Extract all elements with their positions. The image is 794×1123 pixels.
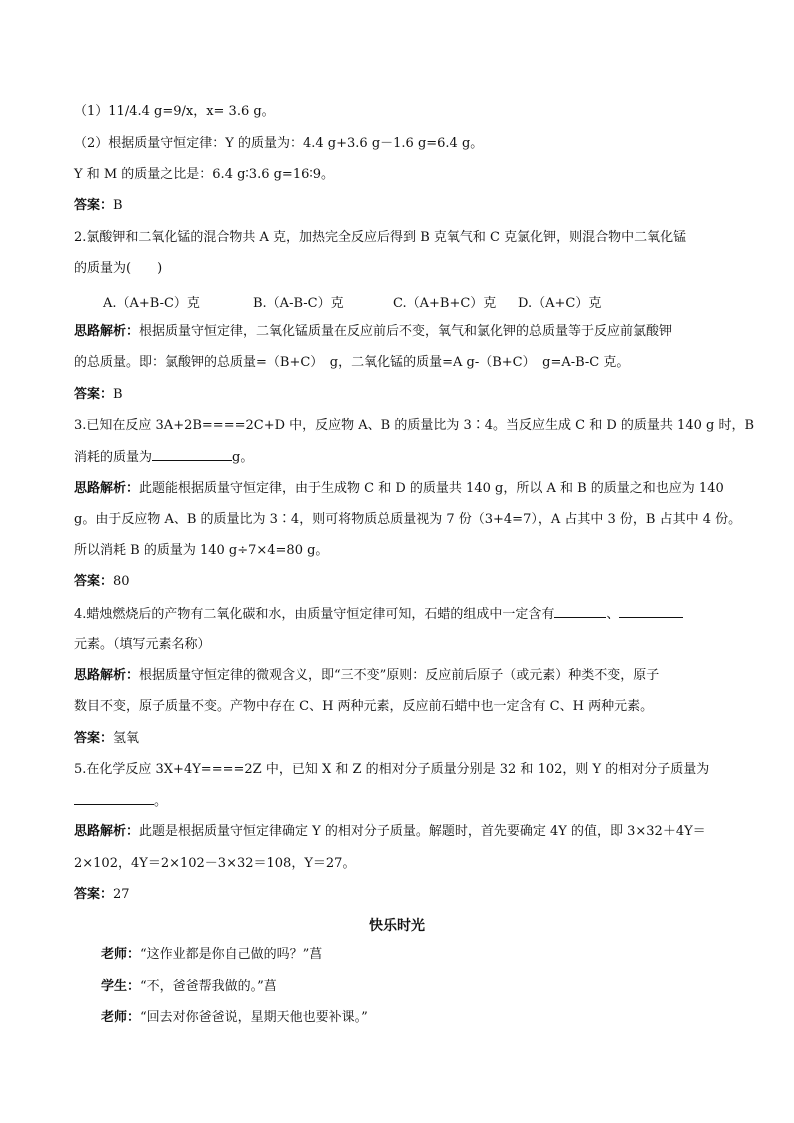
answer-label: 答案： — [74, 198, 114, 213]
answer-value: B — [113, 387, 123, 402]
answer-5 — [74, 886, 130, 904]
dialogue-line-3 — [101, 1009, 368, 1027]
answer-blank — [554, 605, 606, 618]
analysis-label: 思路解析： — [74, 824, 140, 839]
answer-label: 答案： — [74, 574, 114, 589]
analysis-5-line-2: 2×102，4Y＝2×102－3×32＝108，Y＝27。 — [74, 856, 356, 871]
question-text: 。 — [154, 794, 168, 809]
option-a: A.（A+B-C）克 — [103, 296, 200, 311]
question-2-line-2: 的质量为( ) — [74, 261, 163, 276]
answer-4 — [74, 730, 139, 748]
solution-step-2: （2）根据质量守恒定律：Y 的质量为：4.4 g+3.6 g－1.6 g=6.4 g。 — [74, 136, 484, 151]
question-5-line-1: 5.在化学反应 3X+4Y====2Z 中，已知 X 和 Z 的相对分子质量分别是 32 和 102，则 Y 的相对分子质量为 — [74, 762, 710, 777]
answer-blank — [74, 792, 154, 805]
dialogue-line-1 — [101, 946, 322, 964]
dialogue-text: “回去对你爸爸说，星期天他也要补课。” — [140, 1010, 368, 1025]
dialogue-line-2 — [101, 978, 277, 996]
speaker-label: 老师： — [101, 947, 141, 962]
speaker-label: 学生： — [101, 979, 141, 994]
analysis-2-line-2: 的总质量。即：氯酸钾的总质量=（B+C） g，二氧化锰的质量=A g-（B+C） g=A-B-C 克。 — [74, 355, 630, 370]
question-5-line-2 — [74, 792, 167, 811]
dialogue-text: “这作业都是你自己做的吗？”菖 — [140, 947, 323, 962]
analysis-text: 根据质量守恒定律的微观含义，即“三不变”原则：反应前后原子（或元素）种类不变，原子 — [139, 668, 660, 683]
dialogue-text: “不，爸爸帮我做的。”菖 — [140, 979, 277, 994]
question-text: 4.蜡烛燃烧后的产物有二氧化碳和水，由质量守恒定律可知，石蜡的组成中一定含有 — [74, 607, 555, 622]
question-text: g。 — [232, 450, 254, 465]
option-b: B.（A-B-C）克 — [253, 296, 344, 311]
analysis-3-line-2: g。由于反应物 A、B 的质量比为 3∶4，则可将物质总质量视为 7 份（3+4=7），A 占其中 3 份，B 占其中 4 份。 — [74, 512, 742, 527]
analysis-4-line-1 — [74, 667, 659, 685]
analysis-label: 思路解析： — [74, 668, 140, 683]
analysis-label: 思路解析： — [74, 324, 140, 339]
answer-value: 氢氧 — [113, 731, 140, 746]
section-title: 快乐时光 — [369, 918, 425, 934]
question-2-line-1: 2.氯酸钾和二氧化锰的混合物共 A 克，加热完全反应后得到 B 克氧气和 C 克氯化钾，则混合物中二氧化锰 — [74, 230, 687, 245]
analysis-text: 此题是根据质量守恒定律确定 Y 的相对分子质量。解题时，首先要确定 4Y 的值，即 3×32＋4Y＝ — [139, 824, 706, 839]
analysis-2-line-1 — [74, 323, 672, 341]
answer-value: 80 — [113, 574, 130, 589]
question-4-line-1 — [74, 605, 683, 624]
answer-value: B — [113, 198, 123, 213]
question-text: 消耗的质量为 — [74, 450, 153, 465]
answer-2 — [74, 386, 123, 404]
question-text: 、 — [606, 607, 620, 622]
analysis-text: 根据质量守恒定律，二氧化锰质量在反应前后不变，氧气和氯化钾的总质量等于反应前氯酸钾 — [139, 324, 673, 339]
question-4-line-2: 元素。（填写元素名称） — [74, 637, 211, 652]
option-d: D.（A+C）克 — [518, 296, 602, 311]
analysis-text: 此题能根据质量守恒定律，由于生成物 C 和 D 的质量共 140 g，所以 A 和 B 的质量之和也应为 140 — [139, 481, 724, 496]
speaker-label: 老师： — [101, 1010, 141, 1025]
solution-ratio: Y 和 M 的质量之比是：6.4 g∶3.6 g=16∶9。 — [74, 167, 335, 182]
answer-label: 答案： — [74, 387, 114, 402]
answer-label: 答案： — [74, 887, 114, 902]
answer-blank — [152, 448, 232, 461]
analysis-3-line-3: 所以消耗 B 的质量为 140 g÷7×4=80 g。 — [74, 543, 329, 558]
answer-label: 答案： — [74, 731, 114, 746]
analysis-label: 思路解析： — [74, 481, 140, 496]
analysis-3-line-1 — [74, 480, 724, 498]
answer-3 — [74, 573, 130, 591]
solution-step-1: （1）11/4.4 g=9/x，x= 3.6 g。 — [74, 104, 275, 119]
option-c: C.（A+B+C）克 — [393, 296, 497, 311]
analysis-5-line-1 — [74, 823, 706, 841]
answer-1 — [74, 197, 123, 215]
answer-value: 27 — [113, 887, 130, 902]
question-3-line-2 — [74, 448, 253, 467]
answer-blank — [619, 605, 683, 618]
question-3-line-1: 3.已知在反应 3A+2B====2C+D 中，反应物 A、B 的质量比为 3∶4。当反应生成 C 和 D 的质量共 140 g 时，B — [74, 418, 755, 433]
analysis-4-line-2: 数目不变，原子质量不变。产物中存在 C、H 两种元素，反应前石蜡中也一定含有 C、H 两种元素。 — [74, 699, 654, 714]
